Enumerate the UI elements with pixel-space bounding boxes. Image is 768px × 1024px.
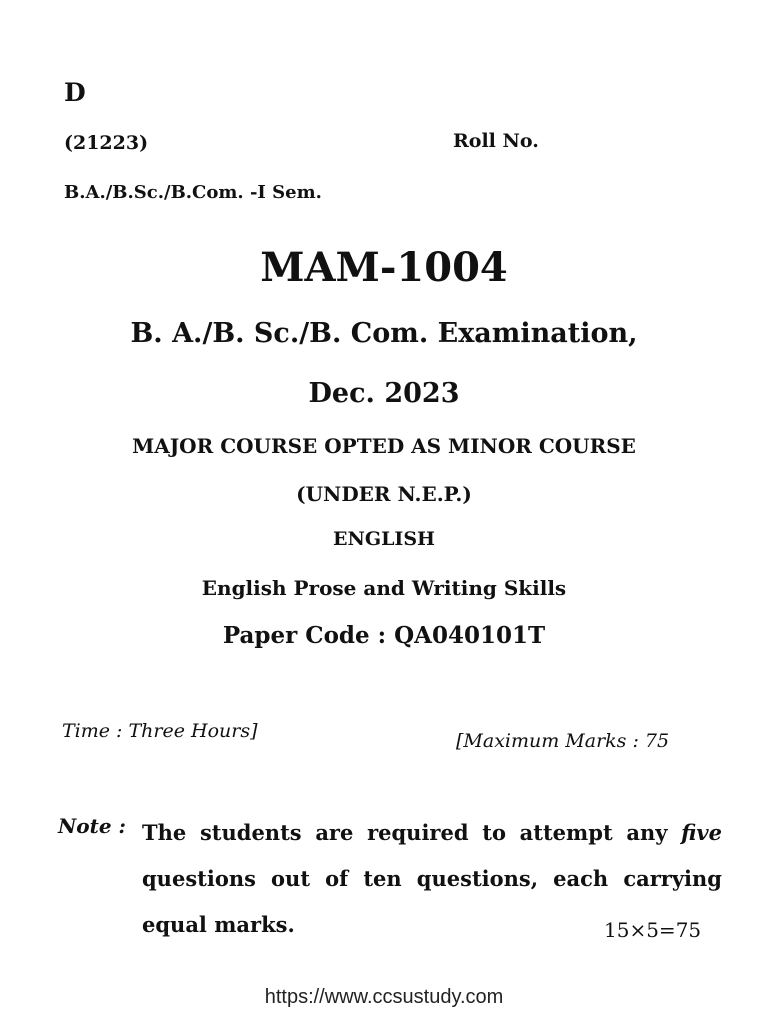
paper-id-title: MAM-1004 <box>260 244 508 291</box>
roll-number-label: Roll No. <box>453 130 539 152</box>
note-text-start: The students are required to attempt any <box>142 820 682 845</box>
course-scheme: (UNDER N.E.P.) <box>296 482 472 506</box>
exam-duration: Time : Three Hours] <box>62 720 258 742</box>
note-label: Note : <box>58 814 126 838</box>
note-text-end: questions out of ten questions, each carrying equal marks. <box>142 866 722 937</box>
series-letter: D <box>64 78 86 107</box>
semester-label: B.A./B.Sc./B.Com. -I Sem. <box>64 182 322 203</box>
paper-title: English Prose and Writing Skills <box>201 576 567 600</box>
exam-session: Dec. 2023 <box>308 378 460 409</box>
note-emphasis: five <box>681 820 722 845</box>
paper-number: (21223) <box>64 132 149 154</box>
maximum-marks: [Maximum Marks : 75 <box>456 730 670 752</box>
subject-name: ENGLISH <box>333 528 435 550</box>
paper-code: Paper Code : QA040101T <box>222 622 546 649</box>
marks-formula: 15×5=75 <box>604 918 702 942</box>
footer-url: https://www.ccsustudy.com <box>264 986 504 1008</box>
course-type: MAJOR COURSE OPTED AS MINOR COURSE <box>132 434 636 458</box>
exam-name: B. A./B. Sc./B. Com. Examination, <box>130 318 638 349</box>
